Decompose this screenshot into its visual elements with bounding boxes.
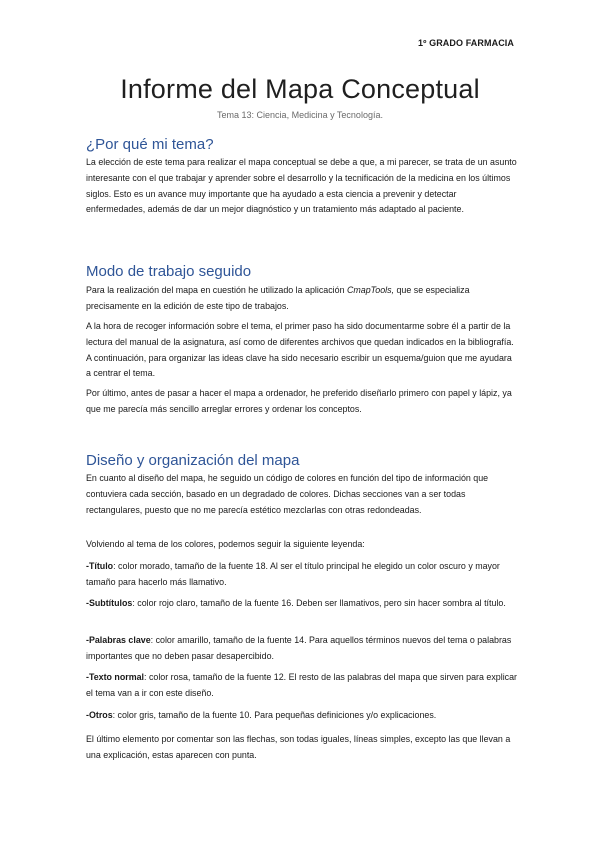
legend-term: -Otros [86, 710, 113, 720]
legend-term: -Subtítulos [86, 598, 133, 608]
legend-text: : color morado, tamaño de la fuente 18. Al ser el título principal he elegido un color oscuro y mayor tamaño para hacerlo más llamativo. [86, 561, 500, 587]
legend-text: : color rosa, tamaño de la fuente 12. El resto de las palabras del mapa que sirven para explicar el tema van a ir con este diseño. [86, 672, 517, 698]
legend-term: -Palabras clave [86, 635, 151, 645]
paragraph-design-last: El último elemento por comentar son las flechas, son todas iguales, líneas simples, excepto las que llevan a una explicación, estas aparecen con punta. [86, 734, 511, 760]
text-run: que se especializa precisamente en la edición de este tipo de trabajos. [86, 285, 470, 311]
document-subtitle: Tema 13: Ciencia, Medicina y Tecnología. [217, 110, 383, 120]
legend-text: : color gris, tamaño de la fuente 10. Para pequeñas definiciones y/o explicaciones. [112, 710, 437, 720]
app-name: CmapTools, [347, 285, 395, 295]
legend-term: -Título [86, 561, 114, 571]
text-run: Para la realización del mapa en cuestión he utilizado la aplicación [86, 285, 347, 295]
legend-item-subtitles [86, 596, 518, 612]
legend-term: -Texto normal [86, 672, 145, 682]
paragraph-work-method-3: Por último, antes de pasar a hacer el mapa a ordenador, he preferido diseñarlo primero con papel y lápiz, ya que me parecía más sencillo arreglar errores y ordenar los conceptos. [86, 388, 512, 414]
paragraph-work-method-2: A la hora de recoger información sobre el tema, el primer paso ha sido documentarme sobre él a partir de la lectura del manual de la asignatura, así como de diferentes archivos que quedan indicados en la bibliografía. A continuación, para organizar las ideas clave ha sido necesario escribir un esquema/guion que me ayudara a centrar el tema. [86, 321, 514, 379]
paragraph-why-topic: La elección de este tema para realizar el mapa conceptual se debe a que, a mi parecer, se trata de un asunto interesante con el que trabajar y aprender sobre el desarrollo y la tecnificación de la medicina en los últimos siglos. Esto es un avance muy importante que ha ayudado a esta ciencia a prevenir y detectar enfermedades, además de dar un mejor diagnóstico y un tratamiento más adaptado al paciente. [86, 157, 517, 215]
section-heading-why-topic: ¿Por qué mi tema? [86, 136, 214, 153]
section-heading-work-method: Modo de trabajo seguido [86, 263, 252, 280]
legend-item-title [86, 559, 518, 591]
legend-text: : color amarillo, tamaño de la fuente 14. Para aquellos términos nuevos del tema o palabras importantes que no deben pasar desapercibido. [86, 635, 512, 661]
document-title: Informe del Mapa Conceptual [120, 74, 480, 104]
paragraph-work-method-1 [86, 283, 518, 315]
legend-item-others [86, 708, 518, 724]
legend-item-normal-text [86, 670, 518, 702]
section-heading-design: Diseño y organización del mapa [86, 452, 300, 469]
legend-text: : color rojo claro, tamaño de la fuente 16. Deben ser llamativos, pero sin hacer sombra al título. [132, 598, 506, 608]
paragraph-design-2: Volviendo al tema de los colores, podemos seguir la siguiente leyenda: [86, 539, 365, 549]
paragraph-design-1: En cuanto al diseño del mapa, he seguido un código de colores en función del tipo de información que contuviera cada sección, basado en un degradado de colores. Dichas secciones van a ser todas rectangulares, puesto que no me parecía estético mezclarlas con otras redondeadas. [86, 473, 489, 515]
legend-item-keywords [86, 633, 518, 665]
header-course-tag: 1º GRADO FARMACIA [418, 38, 514, 48]
